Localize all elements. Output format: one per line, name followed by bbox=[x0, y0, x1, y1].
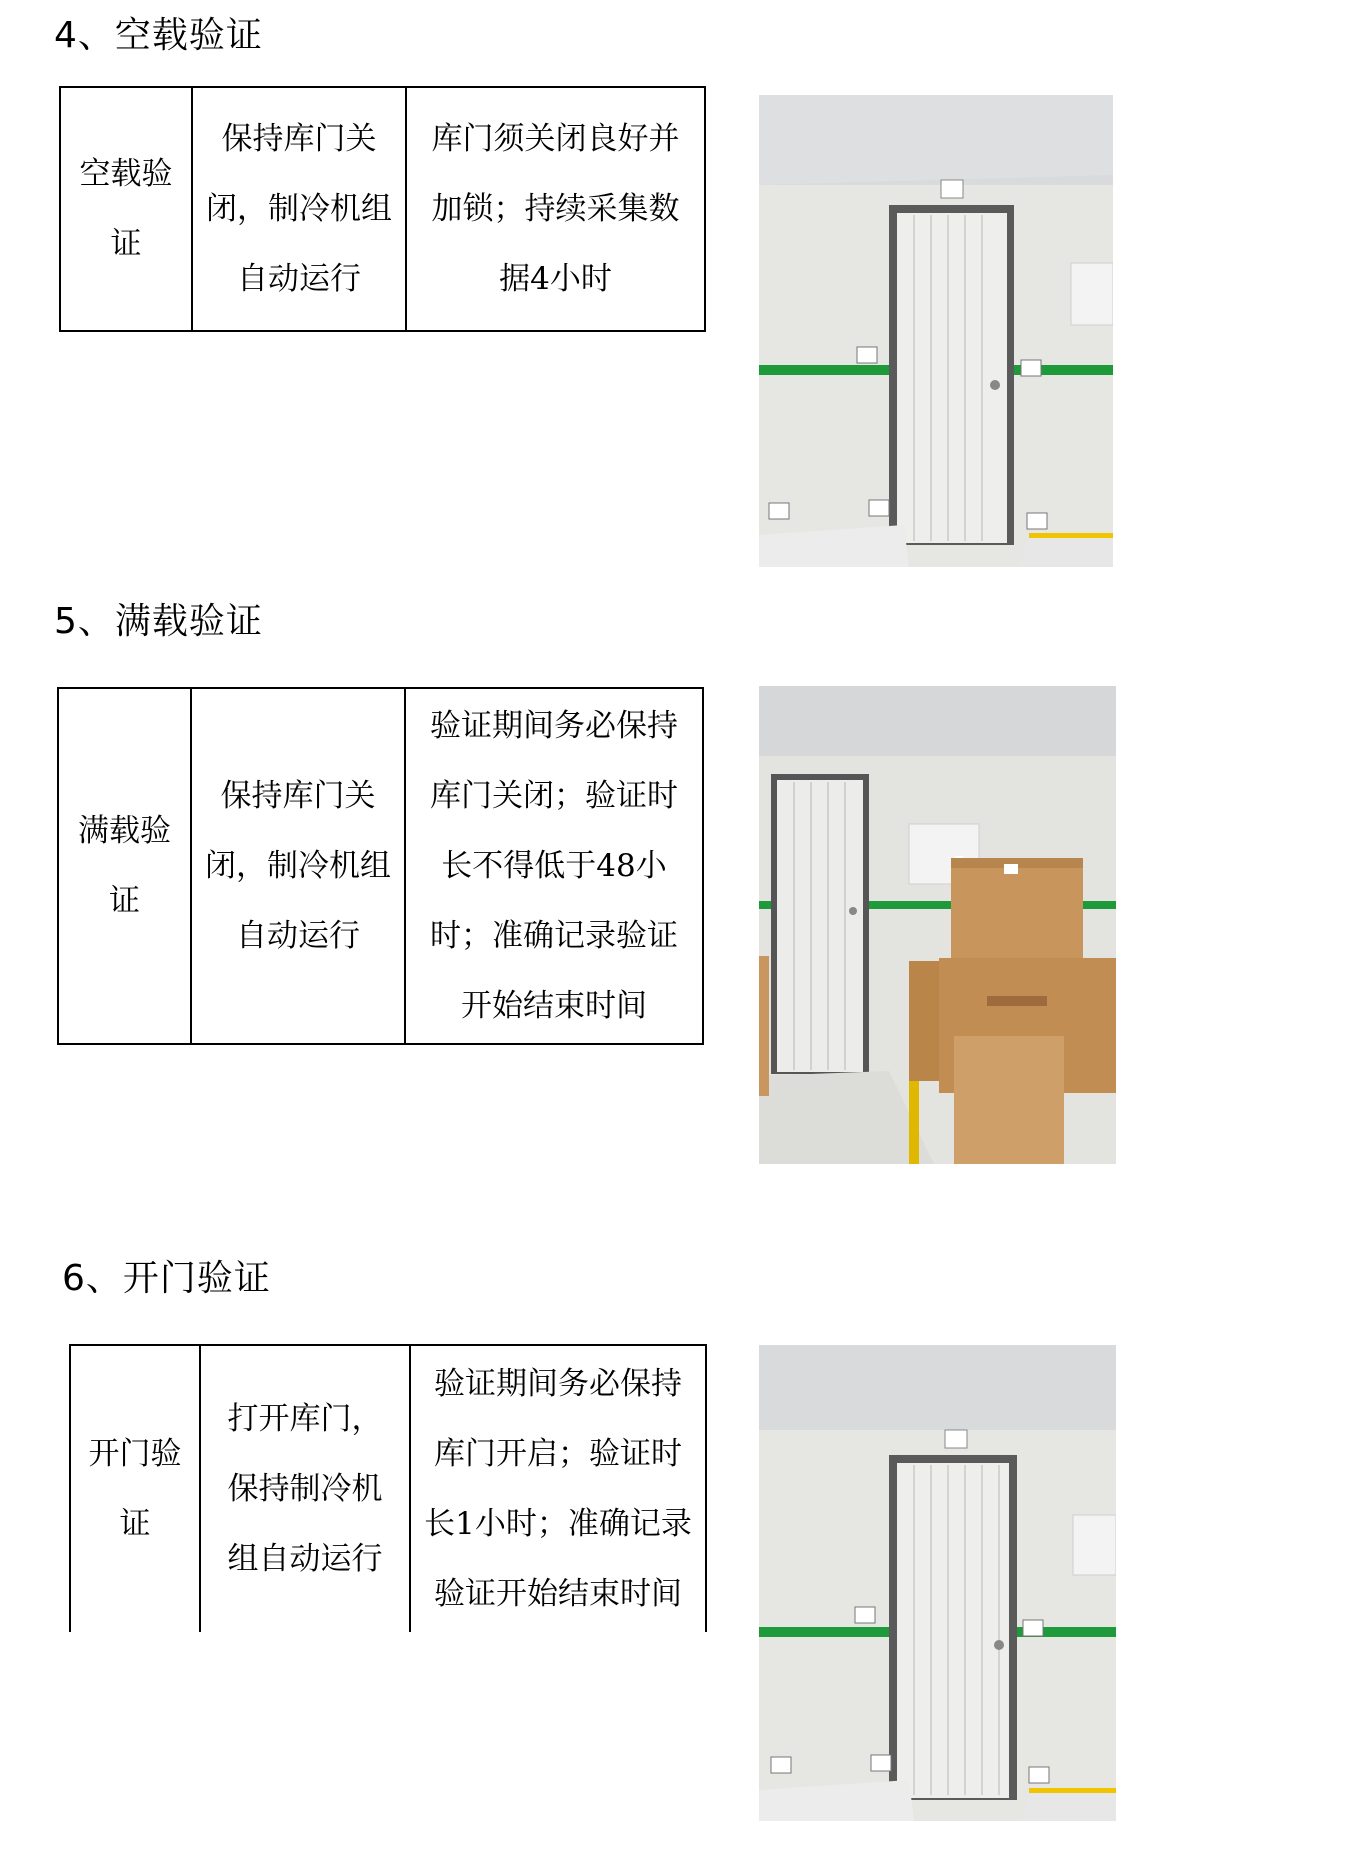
table-cell-condition: 保持库门关闭，制冷机组自动运行 bbox=[191, 688, 405, 1044]
table-cell-requirement: 验证期间务必保持库门关闭；验证时长不得低于48小时；准确记录验证开始结束时间 bbox=[405, 688, 703, 1044]
section-heading-empty-load: 4、空载验证 bbox=[54, 15, 263, 56]
section-heading-door-open: 6、开门验证 bbox=[62, 1258, 271, 1299]
table-cell-requirement: 库门须关闭良好并加锁；持续采集数据4小时 bbox=[406, 87, 705, 331]
table-cell-item: 开门验证 bbox=[70, 1345, 200, 1632]
table-cell-condition: 打开库门，保持制冷机组自动运行 bbox=[200, 1345, 410, 1632]
table-cell-condition: 保持库门关闭，制冷机组自动运行 bbox=[192, 87, 406, 331]
verification-table-empty-load bbox=[59, 86, 706, 332]
table-cell-item: 空载验证 bbox=[60, 87, 192, 331]
verification-table-full-load bbox=[57, 687, 704, 1045]
table-cell-item: 满载验证 bbox=[58, 688, 191, 1044]
photo-cold-room-full bbox=[759, 686, 1116, 1164]
photo-cold-room-empty bbox=[759, 95, 1113, 567]
section-heading-full-load: 5、满载验证 bbox=[54, 601, 263, 642]
table-cell-requirement: 验证期间务必保持库门开启；验证时长1小时；准确记录验证开始结束时间 bbox=[410, 1345, 706, 1632]
photo-cold-room-door bbox=[759, 1345, 1116, 1821]
verification-table-door-open bbox=[69, 1344, 707, 1632]
